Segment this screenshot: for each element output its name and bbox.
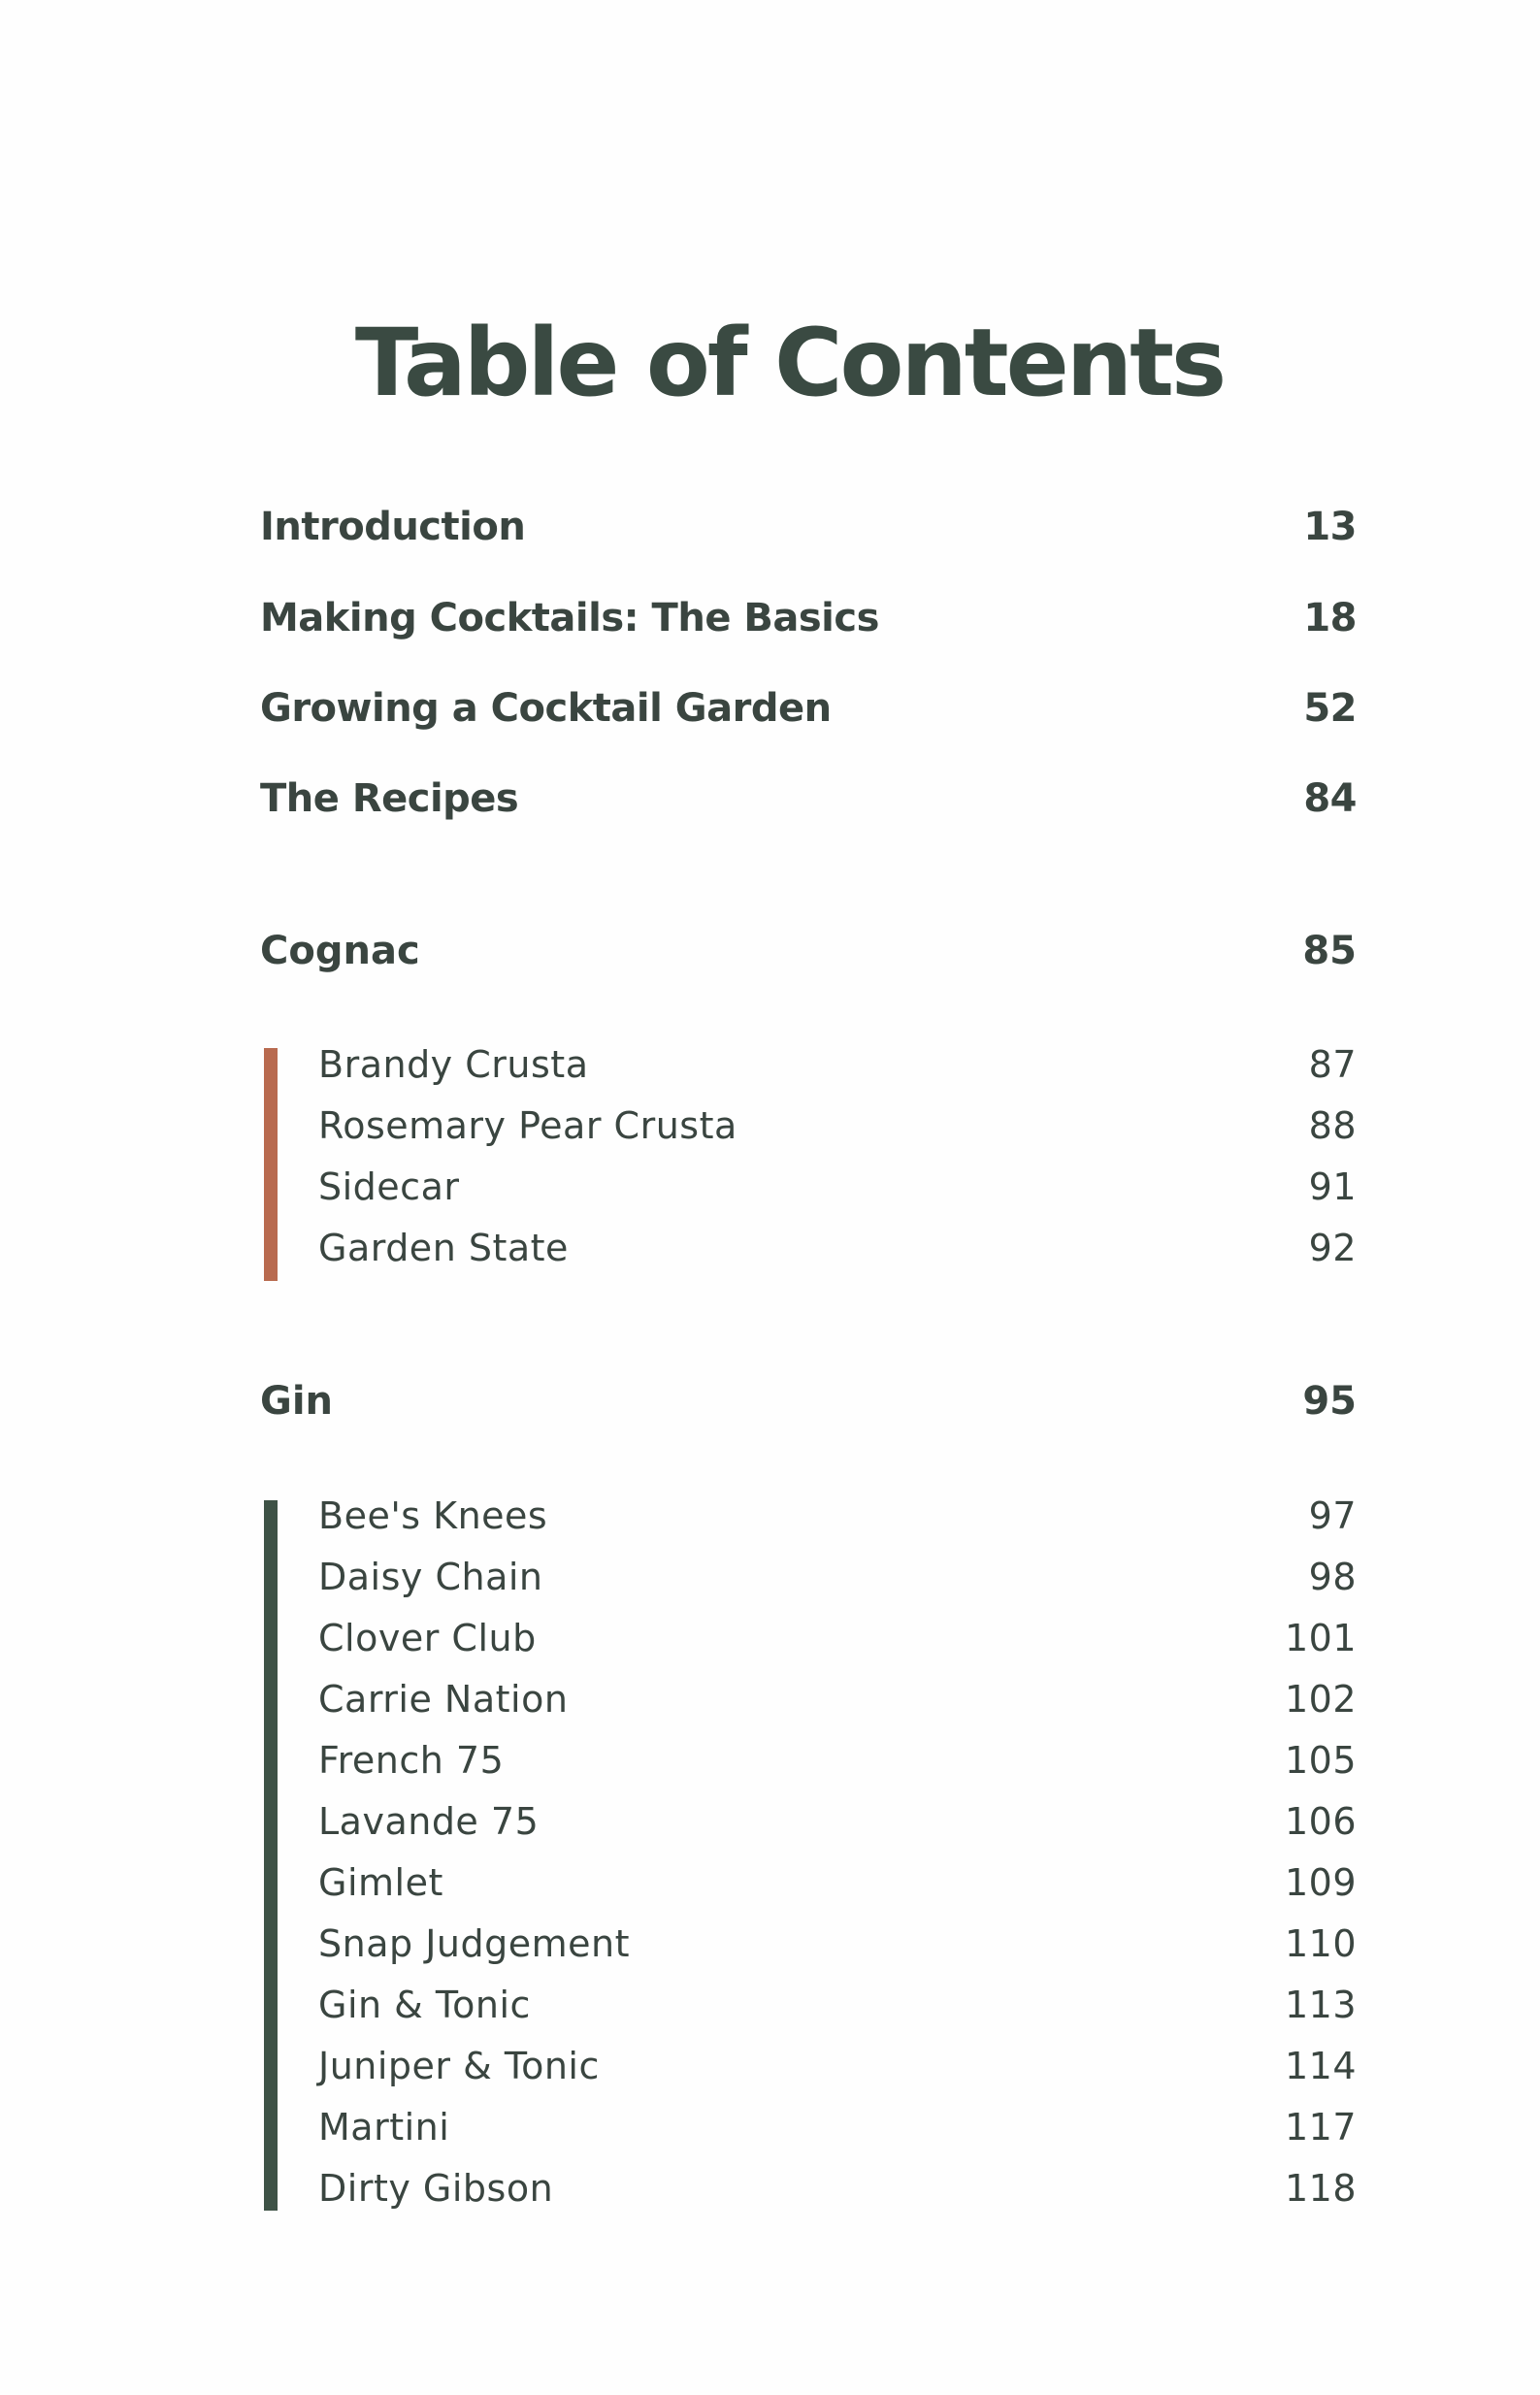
toc-recipe-label: Martini: [318, 2106, 450, 2149]
toc-recipe-entry[interactable]: [260, 2106, 1357, 2149]
toc-entry-introduction[interactable]: [260, 505, 1357, 549]
page-title: Table of Contents: [354, 309, 1225, 417]
toc-recipe-label: French 75: [318, 1739, 505, 1782]
toc-recipe-page: 87: [1308, 1043, 1357, 1086]
toc-section-gin[interactable]: [260, 1379, 1357, 1424]
toc-recipe-page: 117: [1284, 2106, 1357, 2149]
toc-section-cognac[interactable]: [260, 929, 1357, 973]
toc-recipe-entry[interactable]: [260, 1556, 1357, 1598]
toc-recipe-entry[interactable]: [260, 1165, 1357, 1208]
toc-entry-page: 18: [1303, 596, 1357, 640]
toc-recipe-label: Snap Judgement: [318, 1922, 630, 1965]
toc-recipe-label: Brandy Crusta: [318, 1043, 589, 1086]
toc-entry-label: Growing a Cocktail Garden: [260, 686, 832, 731]
toc-entry-the-recipes[interactable]: [260, 776, 1357, 821]
toc-recipe-page: 118: [1284, 2167, 1357, 2210]
gin-section-accent-bar: [264, 1500, 278, 2211]
toc-recipe-page: 110: [1284, 1922, 1357, 1965]
toc-recipe-entry[interactable]: [260, 1104, 1357, 1147]
toc-recipe-page: 91: [1308, 1165, 1357, 1208]
toc-entry-label: Making Cocktails: The Basics: [260, 596, 879, 640]
toc-recipe-entry[interactable]: [260, 1043, 1357, 1086]
toc-recipe-page: 92: [1308, 1227, 1357, 1269]
toc-section-label: Gin: [260, 1379, 334, 1424]
toc-recipe-entry[interactable]: [260, 1984, 1357, 2026]
toc-entry-making-cocktails[interactable]: [260, 596, 1357, 640]
toc-recipe-page: 101: [1284, 1617, 1357, 1659]
toc-recipe-entry[interactable]: [260, 1861, 1357, 1904]
toc-recipe-page: 109: [1284, 1861, 1357, 1904]
toc-recipe-entry[interactable]: [260, 1494, 1357, 1537]
toc-entry-label: The Recipes: [260, 776, 519, 821]
toc-recipe-entry[interactable]: [260, 1678, 1357, 1721]
toc-recipe-label: Garden State: [318, 1227, 569, 1269]
toc-recipe-label: Lavande 75: [318, 1800, 540, 1843]
toc-section-label: Cognac: [260, 929, 420, 973]
toc-entry-page: 13: [1303, 505, 1357, 549]
toc-recipe-label: Juniper & Tonic: [318, 2045, 600, 2087]
toc-recipe-page: 105: [1284, 1739, 1357, 1782]
toc-recipe-entry[interactable]: [260, 2167, 1357, 2210]
toc-recipe-page: 102: [1284, 1678, 1357, 1721]
toc-recipe-page: 113: [1284, 1984, 1357, 2026]
cognac-section-accent-bar: [264, 1048, 278, 1281]
toc-entry-growing-garden[interactable]: [260, 686, 1357, 731]
toc-recipe-page: 88: [1308, 1104, 1357, 1147]
toc-entry-label: Introduction: [260, 505, 526, 549]
toc-recipe-page: 114: [1284, 2045, 1357, 2087]
toc-recipe-label: Sidecar: [318, 1165, 460, 1208]
toc-recipe-entry[interactable]: [260, 1617, 1357, 1659]
toc-recipe-entry[interactable]: [260, 1800, 1357, 1843]
toc-recipe-page: 97: [1308, 1494, 1357, 1537]
toc-recipe-entry[interactable]: [260, 1227, 1357, 1269]
toc-recipe-page: 106: [1284, 1800, 1357, 1843]
toc-recipe-label: Clover Club: [318, 1617, 537, 1659]
toc-recipe-label: Gin & Tonic: [318, 1984, 531, 2026]
toc-recipe-label: Bee's Knees: [318, 1494, 548, 1537]
toc-recipe-page: 98: [1308, 1556, 1357, 1598]
toc-entry-page: 52: [1303, 686, 1357, 731]
toc-recipe-label: Gimlet: [318, 1861, 443, 1904]
toc-recipe-label: Daisy Chain: [318, 1556, 543, 1598]
toc-recipe-entry[interactable]: [260, 2045, 1357, 2087]
toc-entry-page: 84: [1303, 776, 1357, 821]
toc-recipe-label: Carrie Nation: [318, 1678, 569, 1721]
toc-recipe-entry[interactable]: [260, 1739, 1357, 1782]
toc-section-page: 85: [1302, 929, 1357, 973]
toc-recipe-entry[interactable]: [260, 1922, 1357, 1965]
toc-recipe-label: Rosemary Pear Crusta: [318, 1104, 737, 1147]
toc-recipe-label: Dirty Gibson: [318, 2167, 554, 2210]
toc-section-page: 95: [1302, 1379, 1357, 1424]
